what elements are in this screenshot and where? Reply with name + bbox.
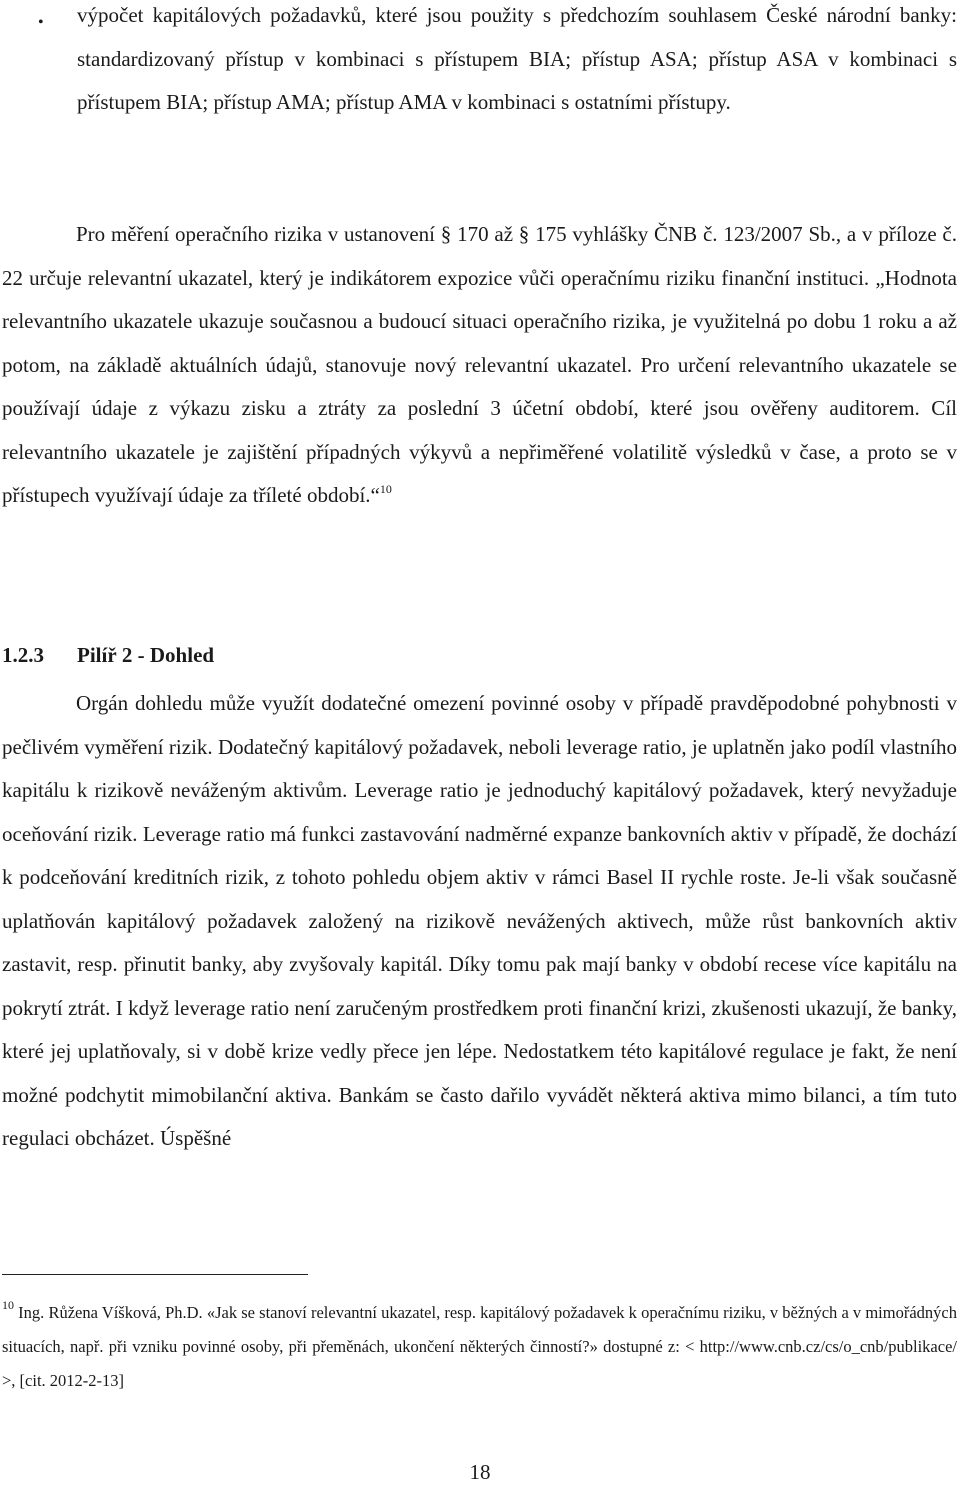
bullet-icon: •	[38, 14, 44, 31]
footnote-text: Ing. Růžena Víšková, Ph.D. «Jak se stanoví relevantní ukazatel, resp. kapitálový požadavek k operačnímu riziku, v běžných a v mimořádných situacích, např. při vzniku povinné osoby, při přeměnách, ukončení některých činností?» dostupné z: < http://www.cnb.cz/cs/o_cnb/publikace/ >, [cit. 2012-2-13]	[2, 1303, 957, 1390]
section-title: Pilíř 2 - Dohled	[77, 643, 215, 667]
bullet-list-item	[77, 0, 957, 125]
page-number: 18	[469, 1460, 491, 1484]
footnote-number: 10	[2, 1298, 14, 1312]
section-heading	[2, 635, 214, 675]
paragraph-1-text: Pro měření operačního rizika v ustanovení § 170 až § 175 vyhlášky ČNB č. 123/2007 Sb., a v příloze č. 22 určuje relevantní ukazatel, který je indikátorem expozice vůči operačnímu riziku finanční instituci. „Hodnota relevantního ukazatele ukazuje současnou a budoucí situaci operačního rizika, je využitelná po dobu 1 roku a až potom, na základě aktuálních údajů, stanovuje nový relevantní ukazatel. Pro určení relevantního ukazatele se používají údaje z výkazu zisku a ztráty za poslední 3 účetní období, které jsou ověřeny auditorem. Cíl relevantního ukazatele je zajištění případných výkyvů a nepřiměřené volatilitě výsledků v čase, a proto se v přístupech využívají údaje za tříleté období.“	[2, 222, 957, 507]
bullet-item-text: výpočet kapitálových požadavků, které jsou použity s předchozím souhlasem České národní banky: standardizovaný přístup v kombinaci s přístupem BIA; přístup ASA; přístup ASA v kombinaci s přístupem BIA; přístup AMA; přístup AMA v kombinaci s ostatními přístupy.	[77, 3, 957, 114]
section-number: 1.2.3	[2, 643, 44, 667]
footnote-reference: 10	[379, 482, 392, 496]
paragraph-operational-risk	[2, 213, 957, 518]
paragraph-supervision	[2, 682, 957, 1161]
footnote-separator	[2, 1274, 308, 1275]
paragraph-2-text: Orgán dohledu může využít dodatečné omezení povinné osoby v případě pravděpodobné pohybnosti v pečlivém vyměření rizik. Dodatečný kapitálový požadavek, neboli leverage ratio, je uplatněn jako podíl vlastního kapitálu k rizikově neváženým aktivům. Leverage ratio je jednoduchý kapitálový požadavek, který nevyžaduje oceňování rizik. Leverage ratio má funkci zastavování nadměrné expanze bankovních aktiv v případě, že dochází k podceňování kreditních rizik, z tohoto pohledu objem aktiv v rámci Basel II rychle roste. Je-li však současně uplatňován kapitálový požadavek založený na rizikově nevážených aktivech, může růst bankovních aktiv zastavit, resp. přinutit banky, aby zvyšovaly kapitál. Díky tomu pak mají banky v období recese více kapitálu na pokrytí ztrát. I když leverage ratio není zaručeným prostředkem proti finanční krizi, zkušenosti ukazují, že banky, které jej uplatňovaly, si v době krize vedly přece jen lépe. Nedostatkem této kapitálové regulace je fakt, že není možné podchytit mimobilanční aktiva. Bankám se často dařilo vyvádět některá aktiva mimo bilanci, a tím tuto regulaci obcházet. Úspěšné	[2, 691, 957, 1150]
footnote	[2, 1296, 957, 1398]
